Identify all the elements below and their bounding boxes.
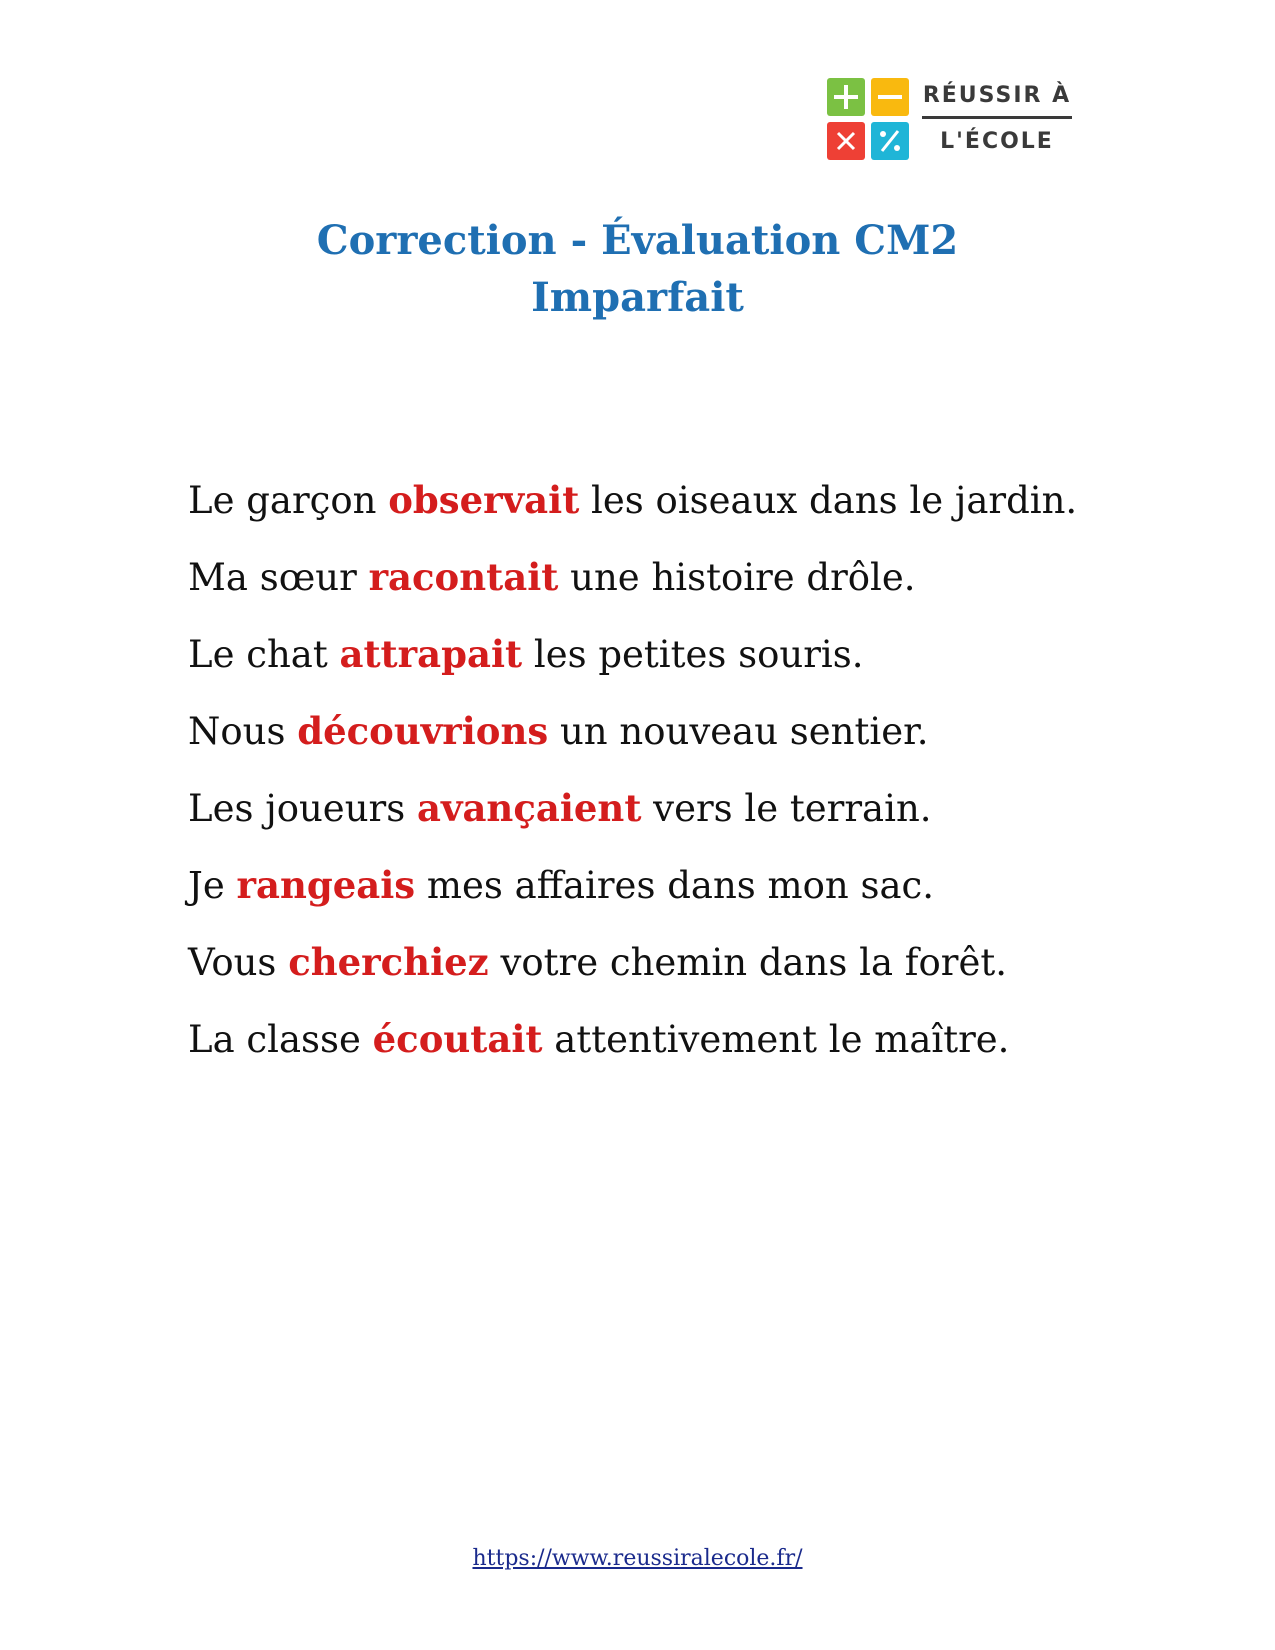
verb-answer: découvrions — [297, 709, 549, 753]
verb-answer: racontait — [368, 555, 559, 599]
sentence-3 — [188, 624, 1188, 701]
website-link[interactable]: https://www.reussiralecole.fr/ — [472, 1546, 803, 1571]
sentence-start: Vous — [188, 941, 289, 984]
verb-answer: cherchiez — [288, 940, 489, 984]
sentence-8 — [188, 1009, 1188, 1086]
sentence-6 — [188, 855, 1188, 932]
sentence-start: Je — [188, 864, 237, 907]
sentence-start: Les joueurs — [188, 787, 417, 830]
sentence-start: Le chat — [188, 633, 340, 676]
verb-answer: rangeais — [236, 863, 416, 907]
verb-answer: avançaient — [416, 786, 642, 830]
sentence-end: les oiseaux dans le jardin. — [579, 479, 1078, 522]
sentence-4 — [188, 701, 1188, 778]
plus-icon — [827, 78, 865, 116]
sentence-2 — [188, 547, 1188, 624]
verb-answer: observait — [388, 478, 580, 522]
title-line-1: Correction - Évaluation CM2 — [316, 217, 959, 264]
title-line-2: Imparfait — [531, 274, 744, 321]
sentence-start: Le garçon — [188, 479, 389, 522]
percent-icon — [871, 122, 909, 160]
verb-answer: écoutait — [372, 1017, 543, 1061]
logo-line-1: RÉUSSIR À — [922, 83, 1072, 108]
sentence-end: les petites souris. — [522, 633, 864, 676]
sentence-end: vers le terrain. — [641, 787, 932, 830]
sentence-1 — [188, 470, 1188, 547]
logo-line-2: L'ÉCOLE — [940, 129, 1054, 154]
sentence-list — [188, 470, 1188, 1086]
site-logo — [827, 78, 1077, 160]
sentence-7 — [188, 932, 1188, 1009]
logo-divider — [922, 116, 1072, 119]
sentence-end: mes affaires dans mon sac. — [415, 864, 935, 907]
logo-wordmark — [922, 78, 1072, 160]
sentence-5 — [188, 778, 1188, 855]
sentence-start: La classe — [188, 1018, 373, 1061]
sentence-end: attentivement le maître. — [542, 1018, 1010, 1061]
sentence-start: Ma sœur — [188, 556, 369, 599]
logo-tiles — [827, 78, 909, 160]
sentence-end: votre chemin dans la forêt. — [488, 941, 1007, 984]
minus-icon — [871, 78, 909, 116]
verb-answer: attrapait — [339, 632, 523, 676]
sentence-end: un nouveau sentier. — [548, 710, 929, 753]
times-icon — [827, 122, 865, 160]
sentence-end: une histoire drôle. — [558, 556, 916, 599]
sentence-start: Nous — [188, 710, 298, 753]
page-title — [0, 212, 1275, 326]
page-footer — [0, 1546, 1275, 1571]
